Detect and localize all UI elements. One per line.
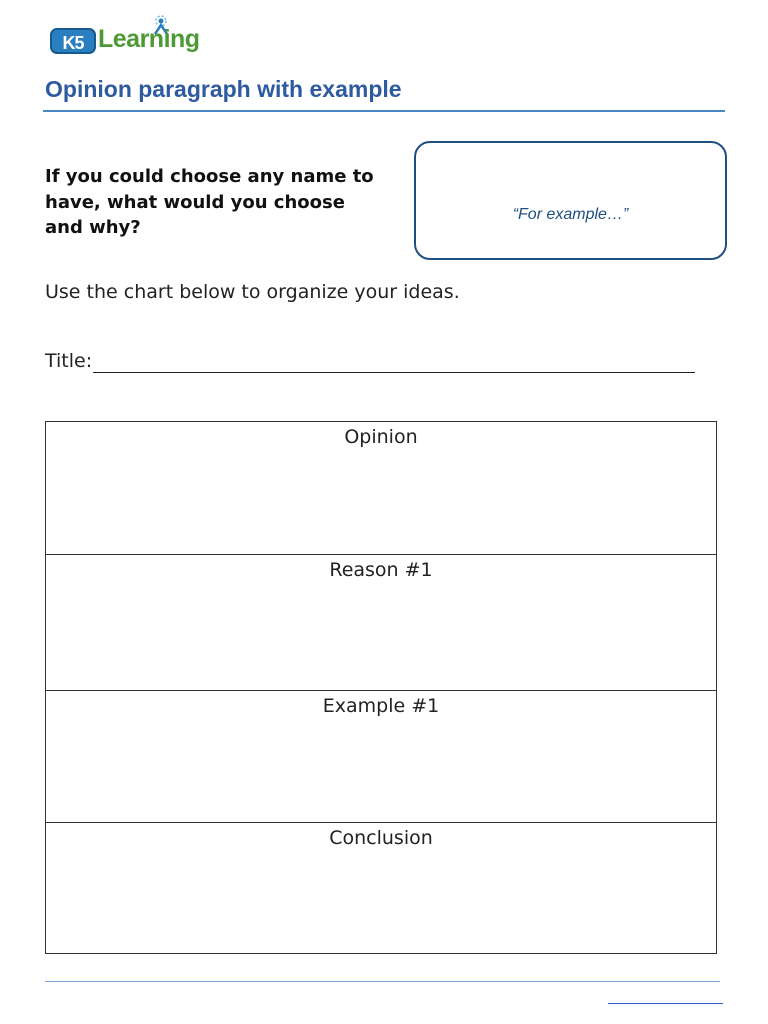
- instructions-text: Use the chart below to organize your ideas.: [45, 281, 460, 303]
- chart-row-example[interactable]: [46, 691, 716, 823]
- title-divider: [43, 110, 725, 112]
- chart-row-label: Example #1: [322, 695, 440, 717]
- writing-prompt: If you could choose any name to have, what would you choose and why?: [45, 166, 374, 238]
- example-callout-text: “For example…”: [512, 206, 629, 223]
- chart-row-label: Conclusion: [329, 827, 433, 849]
- chart-row-opinion[interactable]: [46, 422, 716, 555]
- logo-wordmark: Learning: [98, 25, 200, 53]
- title-field-label: Title:: [45, 350, 93, 372]
- chart-row-label: Reason #1: [329, 559, 433, 581]
- logo-badge: K5: [50, 28, 96, 54]
- example-callout-box: [414, 141, 727, 260]
- chart-row-reason[interactable]: [46, 555, 716, 691]
- k5-learning-logo: [46, 14, 216, 58]
- title-write-line[interactable]: [93, 372, 695, 373]
- footer-link[interactable]: [608, 1003, 723, 1004]
- chart-row-label: Opinion: [344, 426, 418, 448]
- footer-divider: [45, 981, 720, 982]
- organizer-chart: [45, 421, 717, 954]
- chart-row-conclusion[interactable]: [46, 823, 716, 954]
- page-title: Opinion paragraph with example: [45, 76, 402, 102]
